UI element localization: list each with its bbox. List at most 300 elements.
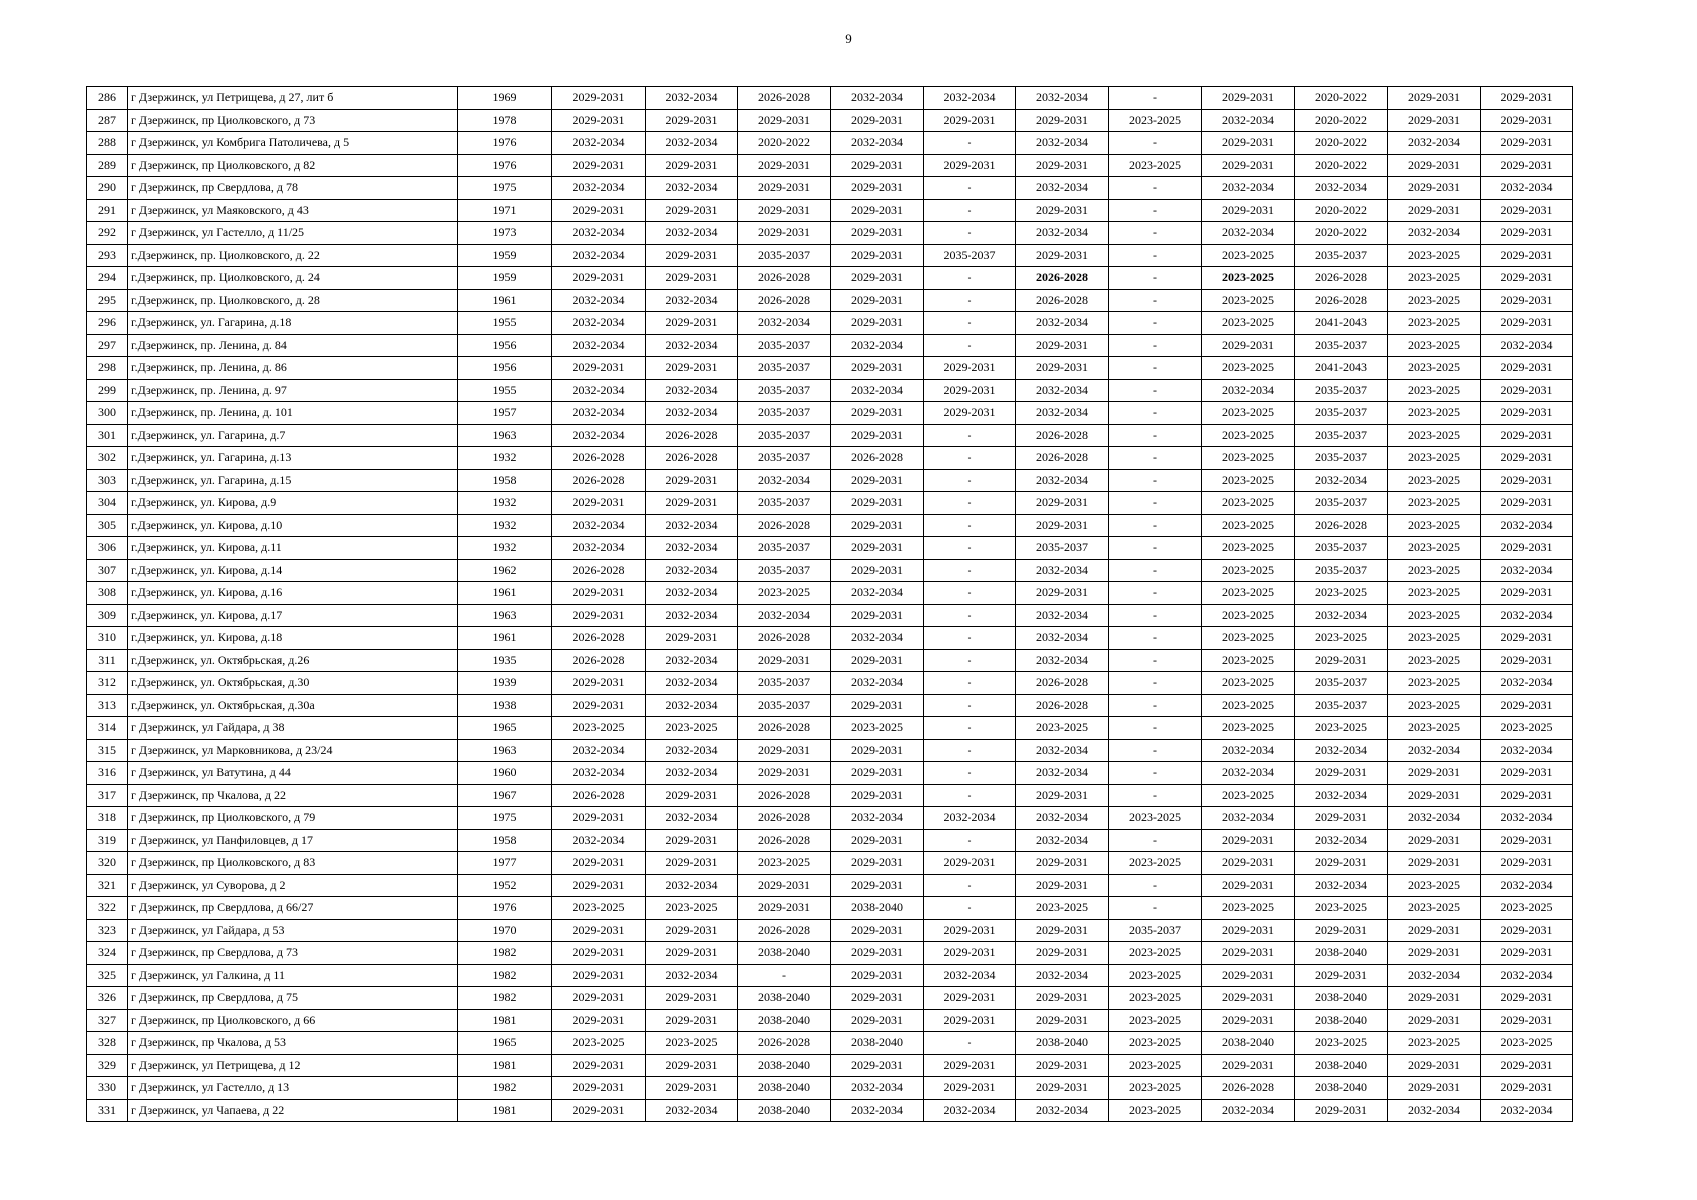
cell-period-8: 2023-2025: [1202, 514, 1295, 537]
schedule-table: [86, 86, 1573, 1122]
cell-period-6: 2029-2031: [1016, 987, 1109, 1010]
cell-row-number: 300: [87, 402, 128, 425]
cell-period-2: 2032-2034: [646, 334, 738, 357]
cell-period-1: 2032-2034: [552, 739, 646, 762]
cell-period-1: 2029-2031: [552, 942, 646, 965]
cell-period-6: 2029-2031: [1016, 582, 1109, 605]
cell-period-4: 2023-2025: [831, 717, 924, 740]
cell-address: г.Дзержинск, пр. Ленина, д. 84: [128, 334, 458, 357]
cell-period-8: 2023-2025: [1202, 627, 1295, 650]
cell-period-1: 2029-2031: [552, 964, 646, 987]
cell-year-built: 1932: [458, 447, 552, 470]
cell-period-1: 2029-2031: [552, 852, 646, 875]
cell-year-built: 1981: [458, 1009, 552, 1032]
cell-address: г.Дзержинск, ул. Гагарина, д.18: [128, 312, 458, 335]
cell-address: г.Дзержинск, ул. Гагарина, д.13: [128, 447, 458, 470]
cell-period-11: 2029-2031: [1481, 784, 1573, 807]
cell-period-6: 2032-2034: [1016, 177, 1109, 200]
cell-period-9: 2038-2040: [1295, 942, 1388, 965]
cell-row-number: 317: [87, 784, 128, 807]
cell-period-3: 2026-2028: [738, 289, 831, 312]
cell-row-number: 324: [87, 942, 128, 965]
cell-address: г.Дзержинск, ул. Гагарина, д.15: [128, 469, 458, 492]
cell-period-10: 2023-2025: [1388, 402, 1481, 425]
cell-period-7: -: [1109, 717, 1202, 740]
cell-period-2: 2029-2031: [646, 199, 738, 222]
cell-period-4: 2032-2034: [831, 627, 924, 650]
cell-period-10: 2029-2031: [1388, 199, 1481, 222]
cell-period-2: 2032-2034: [646, 694, 738, 717]
cell-period-8: 2023-2025: [1202, 402, 1295, 425]
cell-row-number: 286: [87, 87, 128, 110]
cell-period-3: 2026-2028: [738, 919, 831, 942]
cell-period-4: 2029-2031: [831, 267, 924, 290]
cell-period-10: 2023-2025: [1388, 334, 1481, 357]
cell-year-built: 1975: [458, 807, 552, 830]
cell-period-7: -: [1109, 222, 1202, 245]
table-row: [87, 469, 1573, 492]
cell-year-built: 1932: [458, 537, 552, 560]
cell-period-3: 2026-2028: [738, 267, 831, 290]
cell-row-number: 315: [87, 739, 128, 762]
cell-row-number: 288: [87, 132, 128, 155]
cell-period-2: 2032-2034: [646, 87, 738, 110]
cell-period-3: 2032-2034: [738, 604, 831, 627]
cell-period-4: 2029-2031: [831, 469, 924, 492]
cell-period-9: 2038-2040: [1295, 1054, 1388, 1077]
cell-period-9: 2029-2031: [1295, 649, 1388, 672]
cell-period-7: -: [1109, 177, 1202, 200]
cell-period-7: -: [1109, 289, 1202, 312]
table-row: [87, 1032, 1573, 1055]
cell-period-10: 2023-2025: [1388, 424, 1481, 447]
cell-period-6: 2029-2031: [1016, 109, 1109, 132]
cell-period-3: 2026-2028: [738, 514, 831, 537]
cell-period-1: 2032-2034: [552, 424, 646, 447]
cell-period-7: -: [1109, 514, 1202, 537]
cell-period-9: 2020-2022: [1295, 154, 1388, 177]
cell-period-3: 2026-2028: [738, 87, 831, 110]
cell-period-3: 2035-2037: [738, 447, 831, 470]
cell-period-1: 2029-2031: [552, 1009, 646, 1032]
cell-period-8: 2023-2025: [1202, 604, 1295, 627]
cell-period-5: -: [924, 267, 1016, 290]
table-row: [87, 1077, 1573, 1100]
cell-period-10: 2023-2025: [1388, 514, 1481, 537]
cell-period-9: 2020-2022: [1295, 109, 1388, 132]
cell-period-3: 2026-2028: [738, 1032, 831, 1055]
cell-period-5: 2029-2031: [924, 402, 1016, 425]
cell-period-8: 2023-2025: [1202, 717, 1295, 740]
cell-period-4: 2029-2031: [831, 919, 924, 942]
table-row: [87, 109, 1573, 132]
cell-period-10: 2023-2025: [1388, 559, 1481, 582]
cell-period-10: 2023-2025: [1388, 672, 1481, 695]
cell-period-2: 2032-2034: [646, 1099, 738, 1122]
cell-period-11: 2029-2031: [1481, 582, 1573, 605]
cell-period-6: 2029-2031: [1016, 852, 1109, 875]
cell-period-8: 2023-2025: [1202, 559, 1295, 582]
cell-period-8: 2029-2031: [1202, 132, 1295, 155]
cell-row-number: 306: [87, 537, 128, 560]
cell-period-2: 2032-2034: [646, 537, 738, 560]
cell-period-10: 2029-2031: [1388, 87, 1481, 110]
cell-address: г Дзержинск, пр Циолковского, д 79: [128, 807, 458, 830]
cell-period-4: 2038-2040: [831, 897, 924, 920]
cell-period-6: 2029-2031: [1016, 334, 1109, 357]
cell-period-9: 2035-2037: [1295, 447, 1388, 470]
cell-period-3: 2029-2031: [738, 897, 831, 920]
cell-period-9: 2020-2022: [1295, 222, 1388, 245]
cell-period-8: 2032-2034: [1202, 807, 1295, 830]
cell-row-number: 330: [87, 1077, 128, 1100]
cell-period-7: -: [1109, 312, 1202, 335]
cell-address: г Дзержинск, ул Гастелло, д 13: [128, 1077, 458, 1100]
cell-period-1: 2029-2031: [552, 874, 646, 897]
cell-period-2: 2029-2031: [646, 942, 738, 965]
cell-period-1: 2032-2034: [552, 379, 646, 402]
cell-period-3: 2035-2037: [738, 244, 831, 267]
table-row: [87, 222, 1573, 245]
cell-period-10: 2023-2025: [1388, 694, 1481, 717]
cell-row-number: 291: [87, 199, 128, 222]
cell-address: г Дзержинск, ул Ватутина, д 44: [128, 762, 458, 785]
cell-period-10: 2029-2031: [1388, 1077, 1481, 1100]
cell-address: г Дзержинск, пр Циолковского, д 82: [128, 154, 458, 177]
cell-period-1: 2026-2028: [552, 447, 646, 470]
cell-period-6: 2026-2028: [1016, 447, 1109, 470]
cell-period-8: 2029-2031: [1202, 942, 1295, 965]
table-row: [87, 492, 1573, 515]
cell-period-5: -: [924, 717, 1016, 740]
cell-period-7: 2023-2025: [1109, 852, 1202, 875]
cell-row-number: 289: [87, 154, 128, 177]
cell-period-5: 2029-2031: [924, 852, 1016, 875]
cell-year-built: 1981: [458, 1099, 552, 1122]
cell-period-4: 2026-2028: [831, 447, 924, 470]
cell-period-7: 2023-2025: [1109, 1077, 1202, 1100]
cell-period-5: 2032-2034: [924, 964, 1016, 987]
cell-period-6: 2032-2034: [1016, 807, 1109, 830]
cell-year-built: 1977: [458, 852, 552, 875]
cell-period-8: 2023-2025: [1202, 537, 1295, 560]
cell-row-number: 303: [87, 469, 128, 492]
cell-period-7: -: [1109, 627, 1202, 650]
cell-period-11: 2032-2034: [1481, 514, 1573, 537]
cell-period-3: -: [738, 964, 831, 987]
cell-period-11: 2029-2031: [1481, 1009, 1573, 1032]
cell-address: г Дзержинск, ул Маяковского, д 43: [128, 199, 458, 222]
cell-period-5: -: [924, 627, 1016, 650]
cell-period-9: 2038-2040: [1295, 1009, 1388, 1032]
cell-period-7: -: [1109, 357, 1202, 380]
cell-row-number: 322: [87, 897, 128, 920]
cell-period-6: 2029-2031: [1016, 942, 1109, 965]
cell-period-6: 2029-2031: [1016, 874, 1109, 897]
cell-period-3: 2026-2028: [738, 784, 831, 807]
cell-period-1: 2029-2031: [552, 87, 646, 110]
cell-period-11: 2029-2031: [1481, 244, 1573, 267]
cell-period-5: -: [924, 492, 1016, 515]
cell-period-4: 2029-2031: [831, 942, 924, 965]
cell-year-built: 1976: [458, 132, 552, 155]
cell-period-1: 2026-2028: [552, 784, 646, 807]
cell-period-5: 2029-2031: [924, 109, 1016, 132]
cell-period-5: 2032-2034: [924, 87, 1016, 110]
table-row: [87, 537, 1573, 560]
cell-period-3: 2035-2037: [738, 537, 831, 560]
cell-period-11: 2032-2034: [1481, 604, 1573, 627]
cell-address: г Дзержинск, ул Гастелло, д 11/25: [128, 222, 458, 245]
cell-period-10: 2032-2034: [1388, 222, 1481, 245]
cell-period-6: 2032-2034: [1016, 649, 1109, 672]
cell-period-1: 2032-2034: [552, 402, 646, 425]
cell-period-7: -: [1109, 672, 1202, 695]
cell-row-number: 293: [87, 244, 128, 267]
cell-period-3: 2038-2040: [738, 942, 831, 965]
cell-period-6: 2029-2031: [1016, 514, 1109, 537]
cell-period-5: 2029-2031: [924, 1054, 1016, 1077]
cell-period-2: 2032-2034: [646, 582, 738, 605]
cell-year-built: 1935: [458, 649, 552, 672]
cell-period-10: 2023-2025: [1388, 357, 1481, 380]
cell-period-10: 2023-2025: [1388, 874, 1481, 897]
cell-period-2: 2026-2028: [646, 447, 738, 470]
table-row: [87, 829, 1573, 852]
cell-period-4: 2029-2031: [831, 109, 924, 132]
cell-period-9: 2026-2028: [1295, 267, 1388, 290]
cell-period-8: 2026-2028: [1202, 1077, 1295, 1100]
cell-period-2: 2029-2031: [646, 1009, 738, 1032]
cell-period-8: 2032-2034: [1202, 379, 1295, 402]
cell-period-6: 2029-2031: [1016, 357, 1109, 380]
cell-year-built: 1939: [458, 672, 552, 695]
cell-address: г Дзержинск, пр Чкалова, д 22: [128, 784, 458, 807]
cell-period-8: 2023-2025: [1202, 784, 1295, 807]
cell-row-number: 327: [87, 1009, 128, 1032]
cell-period-11: 2029-2031: [1481, 1077, 1573, 1100]
cell-period-3: 2029-2031: [738, 222, 831, 245]
cell-period-11: 2023-2025: [1481, 897, 1573, 920]
cell-year-built: 1956: [458, 334, 552, 357]
cell-period-2: 2029-2031: [646, 357, 738, 380]
cell-period-7: -: [1109, 379, 1202, 402]
cell-period-3: 2035-2037: [738, 694, 831, 717]
cell-period-9: 2038-2040: [1295, 987, 1388, 1010]
cell-period-7: 2023-2025: [1109, 1099, 1202, 1122]
cell-period-2: 2029-2031: [646, 987, 738, 1010]
cell-row-number: 309: [87, 604, 128, 627]
cell-period-5: -: [924, 649, 1016, 672]
cell-year-built: 1965: [458, 717, 552, 740]
cell-period-11: 2032-2034: [1481, 1099, 1573, 1122]
cell-period-9: 2035-2037: [1295, 424, 1388, 447]
cell-period-8: 2023-2025: [1202, 357, 1295, 380]
cell-period-2: 2029-2031: [646, 1054, 738, 1077]
cell-period-1: 2026-2028: [552, 469, 646, 492]
cell-year-built: 1982: [458, 987, 552, 1010]
cell-row-number: 292: [87, 222, 128, 245]
cell-row-number: 321: [87, 874, 128, 897]
table-row: [87, 199, 1573, 222]
cell-address: г Дзержинск, пр Свердлова, д 78: [128, 177, 458, 200]
cell-period-9: 2023-2025: [1295, 1032, 1388, 1055]
cell-period-6: 2038-2040: [1016, 1032, 1109, 1055]
cell-period-11: 2029-2031: [1481, 357, 1573, 380]
cell-period-9: 2035-2037: [1295, 244, 1388, 267]
cell-period-8: 2032-2034: [1202, 762, 1295, 785]
cell-period-4: 2032-2034: [831, 582, 924, 605]
cell-period-5: -: [924, 1032, 1016, 1055]
cell-period-4: 2029-2031: [831, 154, 924, 177]
cell-period-4: 2029-2031: [831, 829, 924, 852]
cell-year-built: 1960: [458, 762, 552, 785]
cell-year-built: 1976: [458, 154, 552, 177]
cell-period-9: 2038-2040: [1295, 1077, 1388, 1100]
cell-period-5: 2029-2031: [924, 1077, 1016, 1100]
cell-row-number: 304: [87, 492, 128, 515]
cell-period-7: 2035-2037: [1109, 919, 1202, 942]
cell-period-2: 2032-2034: [646, 649, 738, 672]
cell-period-8: 2029-2031: [1202, 87, 1295, 110]
cell-period-5: -: [924, 469, 1016, 492]
cell-period-4: 2032-2034: [831, 1077, 924, 1100]
cell-period-1: 2029-2031: [552, 919, 646, 942]
cell-period-3: 2029-2031: [738, 109, 831, 132]
cell-period-7: -: [1109, 334, 1202, 357]
cell-period-9: 2032-2034: [1295, 829, 1388, 852]
cell-period-7: -: [1109, 492, 1202, 515]
cell-period-1: 2029-2031: [552, 109, 646, 132]
cell-period-10: 2023-2025: [1388, 447, 1481, 470]
cell-period-2: 2029-2031: [646, 627, 738, 650]
cell-period-9: 2032-2034: [1295, 469, 1388, 492]
cell-row-number: 313: [87, 694, 128, 717]
cell-period-4: 2029-2031: [831, 244, 924, 267]
cell-year-built: 1981: [458, 1054, 552, 1077]
table-body: [87, 87, 1573, 1122]
cell-period-6: 2026-2028: [1016, 267, 1109, 290]
table-row: [87, 672, 1573, 695]
cell-period-10: 2023-2025: [1388, 289, 1481, 312]
cell-period-4: 2029-2031: [831, 222, 924, 245]
cell-period-3: 2026-2028: [738, 627, 831, 650]
cell-period-10: 2023-2025: [1388, 379, 1481, 402]
cell-period-10: 2029-2031: [1388, 829, 1481, 852]
cell-period-5: -: [924, 829, 1016, 852]
table-row: [87, 919, 1573, 942]
cell-period-6: 2029-2031: [1016, 244, 1109, 267]
cell-period-3: 2035-2037: [738, 672, 831, 695]
cell-period-8: 2029-2031: [1202, 919, 1295, 942]
cell-row-number: 319: [87, 829, 128, 852]
cell-period-2: 2029-2031: [646, 267, 738, 290]
cell-period-1: 2032-2034: [552, 177, 646, 200]
cell-year-built: 1961: [458, 627, 552, 650]
cell-address: г Дзержинск, ул Чапаева, д 22: [128, 1099, 458, 1122]
cell-year-built: 1967: [458, 784, 552, 807]
cell-period-10: 2029-2031: [1388, 1009, 1481, 1032]
cell-period-11: 2029-2031: [1481, 492, 1573, 515]
table-row: [87, 1054, 1573, 1077]
table-row: [87, 87, 1573, 110]
cell-period-7: -: [1109, 199, 1202, 222]
cell-row-number: 320: [87, 852, 128, 875]
cell-period-9: 2029-2031: [1295, 852, 1388, 875]
cell-year-built: 1932: [458, 492, 552, 515]
cell-period-10: 2032-2034: [1388, 964, 1481, 987]
cell-row-number: 325: [87, 964, 128, 987]
cell-row-number: 328: [87, 1032, 128, 1055]
cell-address: г Дзержинск, ул Петрищева, д 27, лит б: [128, 87, 458, 110]
cell-period-5: 2032-2034: [924, 1099, 1016, 1122]
cell-period-4: 2029-2031: [831, 492, 924, 515]
cell-period-2: 2023-2025: [646, 717, 738, 740]
cell-period-6: 2029-2031: [1016, 1054, 1109, 1077]
cell-period-9: 2041-2043: [1295, 357, 1388, 380]
cell-period-9: 2029-2031: [1295, 762, 1388, 785]
cell-row-number: 316: [87, 762, 128, 785]
cell-period-11: 2029-2031: [1481, 829, 1573, 852]
cell-period-1: 2023-2025: [552, 897, 646, 920]
cell-address: г.Дзержинск, пр. Ленина, д. 86: [128, 357, 458, 380]
cell-period-9: 2035-2037: [1295, 379, 1388, 402]
table-row: [87, 1009, 1573, 1032]
cell-period-7: -: [1109, 447, 1202, 470]
cell-period-11: 2032-2034: [1481, 964, 1573, 987]
cell-row-number: 305: [87, 514, 128, 537]
cell-row-number: 302: [87, 447, 128, 470]
cell-address: г Дзержинск, ул Гайдара, д 53: [128, 919, 458, 942]
cell-period-2: 2032-2034: [646, 379, 738, 402]
cell-period-10: 2023-2025: [1388, 492, 1481, 515]
table-row: [87, 582, 1573, 605]
cell-period-8: 2029-2031: [1202, 852, 1295, 875]
cell-period-9: 2029-2031: [1295, 807, 1388, 830]
cell-period-11: 2032-2034: [1481, 177, 1573, 200]
cell-period-7: -: [1109, 267, 1202, 290]
cell-period-5: 2029-2031: [924, 1009, 1016, 1032]
cell-period-4: 2029-2031: [831, 199, 924, 222]
cell-period-2: 2032-2034: [646, 807, 738, 830]
cell-period-10: 2029-2031: [1388, 852, 1481, 875]
cell-period-8: 2029-2031: [1202, 154, 1295, 177]
cell-period-10: 2029-2031: [1388, 109, 1481, 132]
cell-period-8: 2032-2034: [1202, 177, 1295, 200]
cell-period-5: -: [924, 514, 1016, 537]
cell-period-1: 2029-2031: [552, 987, 646, 1010]
cell-period-1: 2032-2034: [552, 334, 646, 357]
cell-period-10: 2032-2034: [1388, 1099, 1481, 1122]
cell-period-5: 2029-2031: [924, 919, 1016, 942]
cell-period-1: 2026-2028: [552, 559, 646, 582]
cell-period-1: 2032-2034: [552, 762, 646, 785]
cell-period-3: 2026-2028: [738, 807, 831, 830]
cell-period-11: 2029-2031: [1481, 627, 1573, 650]
cell-period-11: 2029-2031: [1481, 312, 1573, 335]
cell-period-6: 2032-2034: [1016, 222, 1109, 245]
cell-period-5: -: [924, 132, 1016, 155]
cell-period-11: 2023-2025: [1481, 717, 1573, 740]
cell-period-5: -: [924, 874, 1016, 897]
cell-period-8: 2023-2025: [1202, 897, 1295, 920]
cell-period-7: -: [1109, 469, 1202, 492]
cell-period-8: 2023-2025: [1202, 582, 1295, 605]
cell-period-1: 2029-2031: [552, 1099, 646, 1122]
cell-period-8: 2029-2031: [1202, 987, 1295, 1010]
table-row: [87, 942, 1573, 965]
cell-year-built: 1963: [458, 739, 552, 762]
